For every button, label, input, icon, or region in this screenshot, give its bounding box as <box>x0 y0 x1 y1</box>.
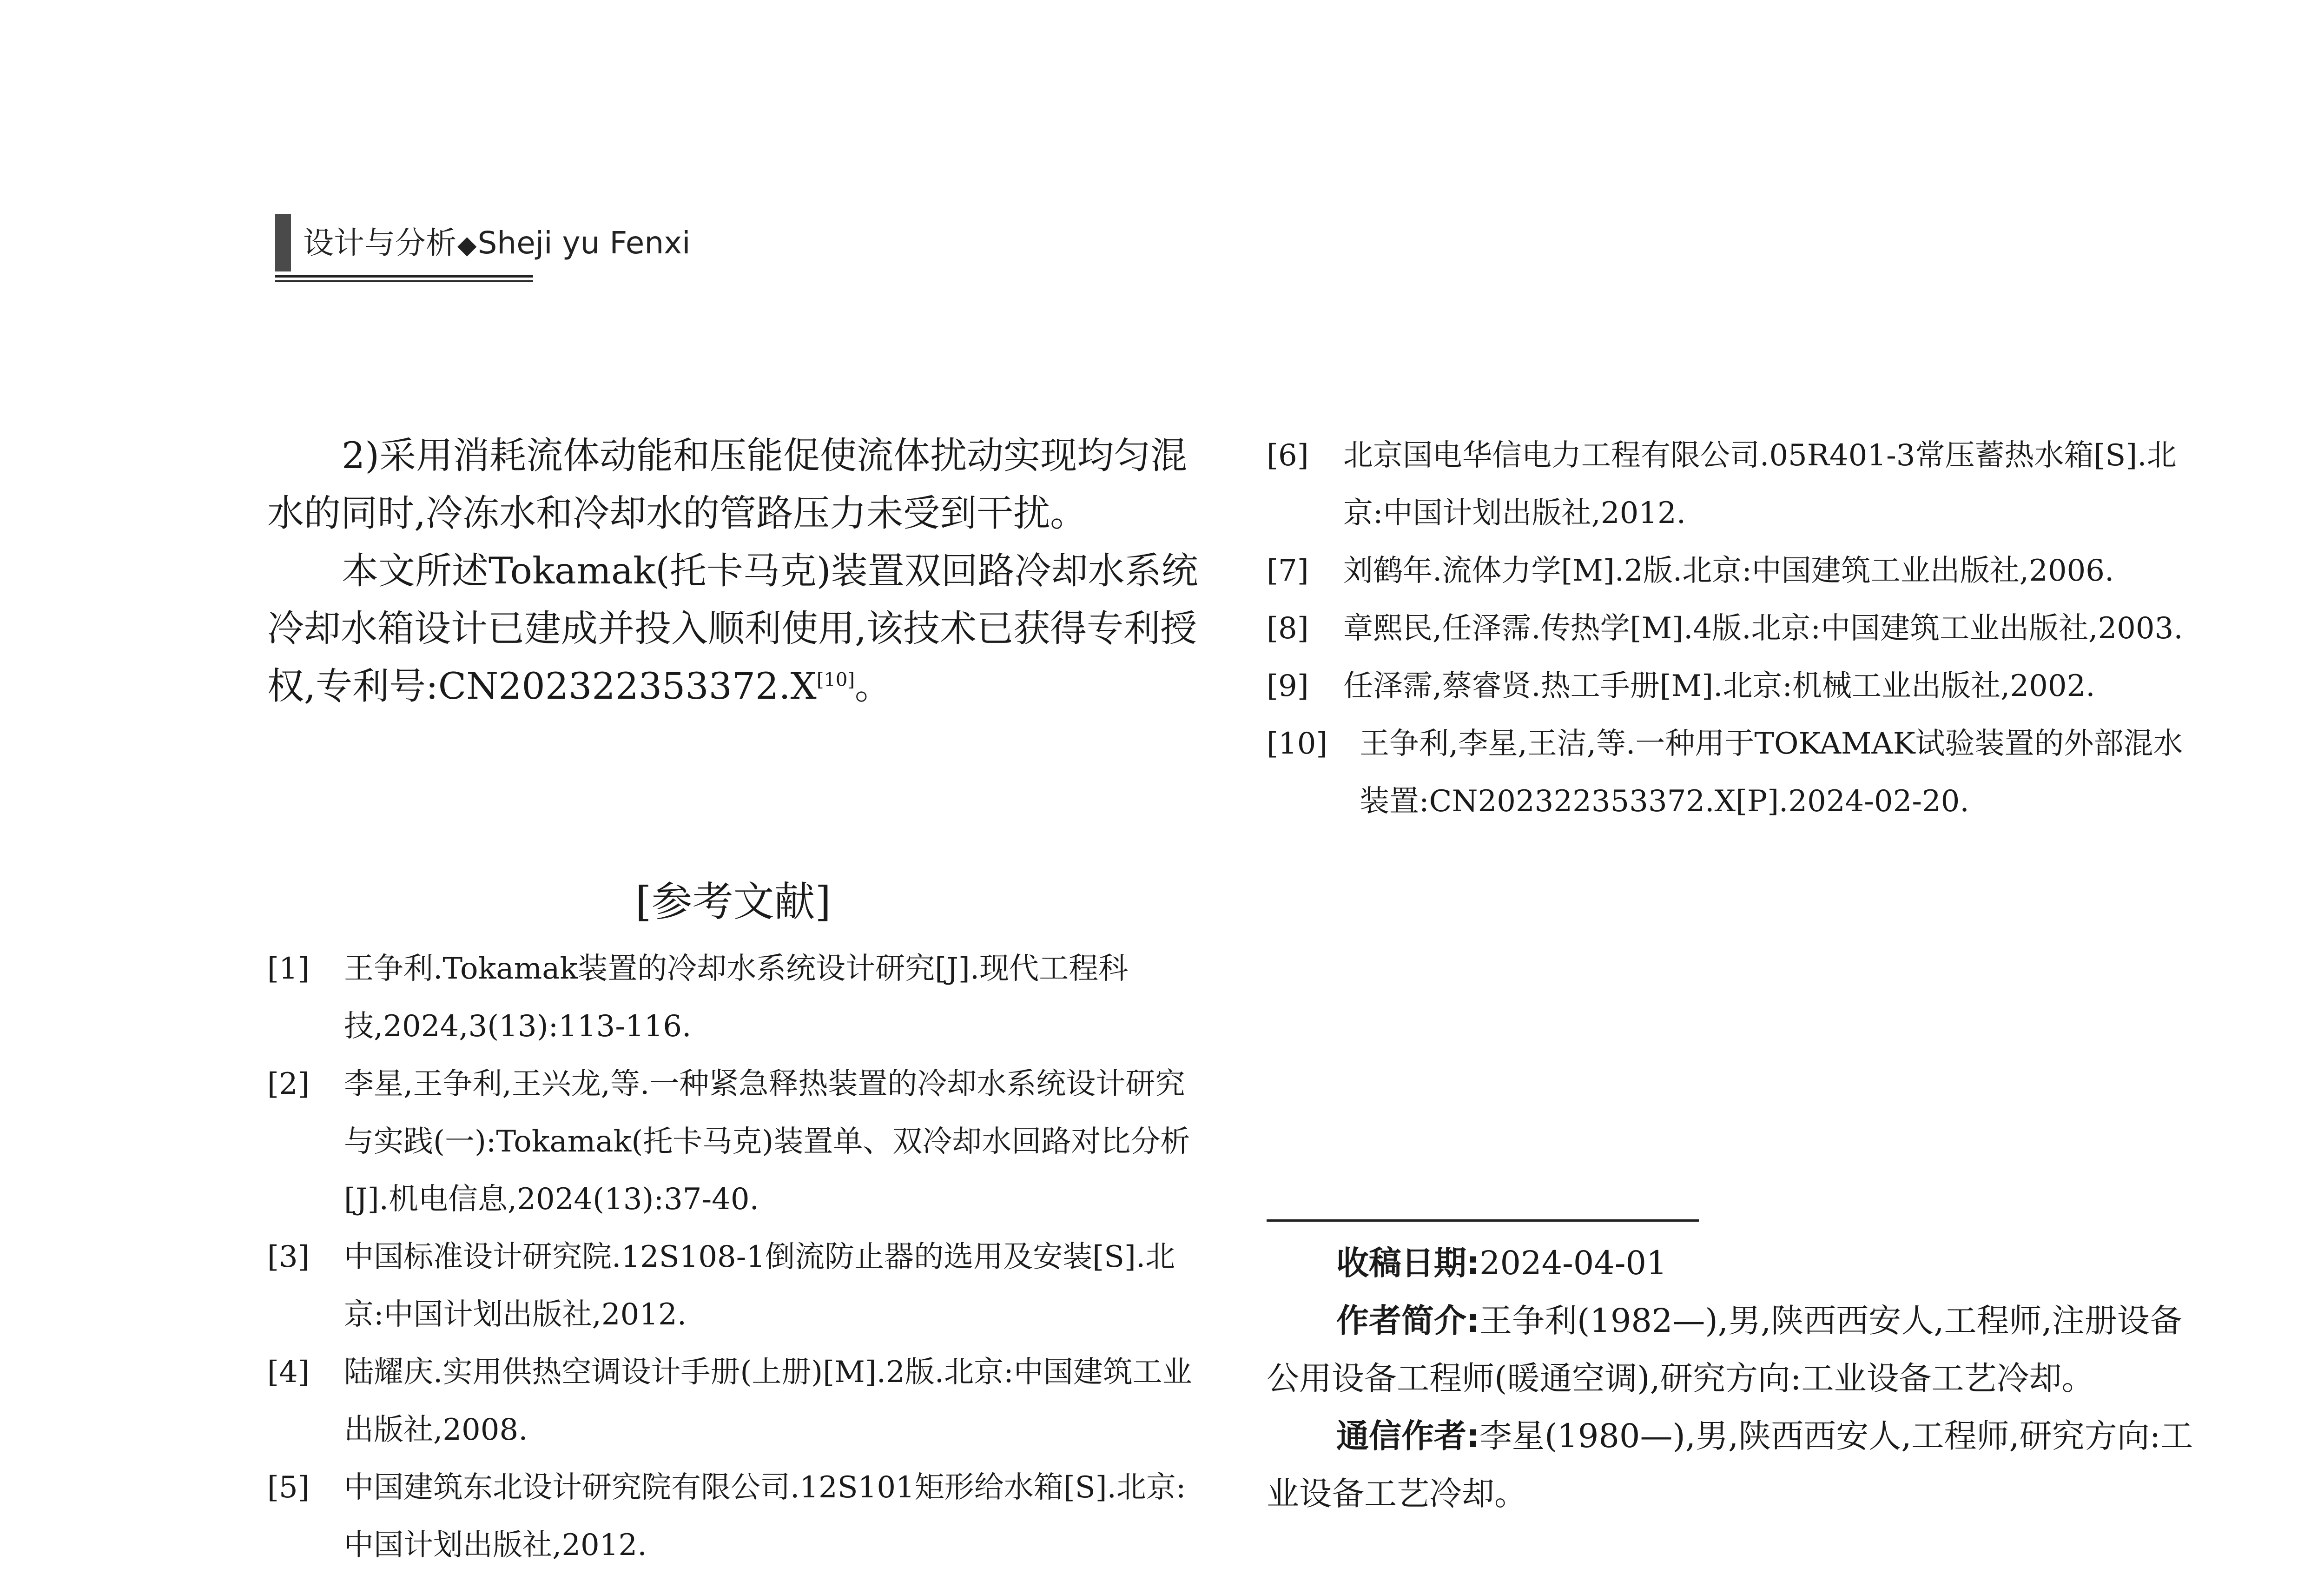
section-header <box>275 214 691 284</box>
reference-text: 北京国电华信电力工程有限公司.05R401-3常压蓄热水箱[S].北京:中国计划出版社,2012. <box>1343 438 2177 530</box>
header-bar <box>275 214 291 271</box>
corresponding-author-label: 通信作者: <box>1336 1417 1479 1455</box>
reference-number: [10] <box>1267 727 1328 761</box>
body-paragraph: 2)采用消耗流体动能和压能促使流体扰动实现均匀混水的同时,冷冻水和冷却水的管路压力未受到干扰。 <box>267 434 1188 535</box>
reference-item <box>267 1228 1199 1343</box>
section-title-cn: 设计与分析 <box>303 225 456 261</box>
section-title <box>303 222 691 266</box>
body-paragraph <box>267 542 1199 715</box>
reference-item <box>1267 600 2210 657</box>
body-paragraph-end: 。 <box>854 665 891 708</box>
reference-number: [3] <box>267 1240 310 1274</box>
reference-item <box>267 1343 1199 1459</box>
reference-number: [8] <box>1267 611 1309 646</box>
received-date <box>1267 1234 2210 1292</box>
header-rule-thin <box>275 280 533 282</box>
reference-number: [9] <box>1267 669 1309 703</box>
reference-item <box>1267 715 2210 830</box>
reference-item <box>1267 657 2210 715</box>
header-rule <box>275 275 533 278</box>
reference-item <box>1267 427 2210 542</box>
received-date-label: 收稿日期: <box>1336 1244 1479 1282</box>
corresponding-author-value: 李星(1980—),男,陕西西安人,工程师,研究方向:工业设备工艺冷却。 <box>1267 1417 2193 1513</box>
footnote-divider <box>1267 1219 1699 1222</box>
reference-number: [4] <box>267 1355 310 1390</box>
reference-number: [2] <box>267 1067 310 1101</box>
corresponding-author <box>1267 1407 2210 1522</box>
reference-number: [6] <box>1267 438 1309 473</box>
author-bio-value: 王争利(1982—),男,陕西西安人,工程师,注册设备公用设备工程师(暖通空调),研究方向:工业设备工艺冷却。 <box>1267 1302 2182 1397</box>
body-paragraph-text: 本文所述Tokamak(托卡马克)装置双回路冷却水系统冷却水箱设计已建成并投入顺利使用,该技术已获得专利授权,专利号:CN202322353372.X <box>267 549 1198 708</box>
footnotes <box>1267 1234 2210 1522</box>
reference-number: [1] <box>267 952 310 986</box>
author-bio-label: 作者简介: <box>1336 1302 1479 1340</box>
reference-text: 陆耀庆.实用供热空调设计手册(上册)[M].2版.北京:中国建筑工业出版社,2008. <box>344 1355 1192 1447</box>
reference-text: 章熙民,任泽霈.传热学[M].4版.北京:中国建筑工业出版社,2003. <box>1343 611 2183 646</box>
reference-number: [5] <box>267 1470 310 1505</box>
reference-text: 李星,王争利,王兴龙,等.一种紧急释热装置的冷却水系统设计研究与实践(一):Tokamak(托卡马克)装置单、双冷却水回路对比分析[J].机电信息,2024(13):37-40. <box>344 1067 1190 1217</box>
reference-text: 王争利,李星,王洁,等.一种用于TOKAMAK试验装置的外部混水装置:CN202322353372.X[P].2024-02-20. <box>1360 727 2183 819</box>
author-bio <box>1267 1292 2210 1407</box>
reference-number: [7] <box>1267 554 1309 588</box>
reference-list-left <box>267 940 1199 1574</box>
reference-item <box>267 1459 1199 1574</box>
references-heading: [参考文献] <box>635 878 831 926</box>
body-text <box>267 427 1199 715</box>
section-title-en: Sheji yu Fenxi <box>477 225 691 261</box>
received-date-value: 2024-04-01 <box>1479 1244 1667 1282</box>
reference-text: 任泽霈,蔡睿贤.热工手册[M].北京:机械工业出版社,2002. <box>1343 669 2095 703</box>
reference-text: 刘鹤年.流体力学[M].2版.北京:中国建筑工业出版社,2006. <box>1343 554 2114 588</box>
diamond-icon: ◆ <box>457 230 477 259</box>
citation-marker: [10] <box>816 669 855 691</box>
reference-list-right <box>1267 427 2210 830</box>
reference-text: 王争利.Tokamak装置的冷却水系统设计研究[J].现代工程科技,2024,3(13):113-116. <box>344 952 1129 1044</box>
reference-item <box>267 1055 1199 1228</box>
reference-item <box>267 940 1199 1055</box>
reference-text: 中国标准设计研究院.12S108-1倒流防止器的选用及安装[S].北京:中国计划出版社,2012. <box>344 1240 1175 1332</box>
reference-item <box>1267 542 2210 600</box>
reference-text: 中国建筑东北设计研究院有限公司.12S101矩形给水箱[S].北京:中国计划出版社,2012. <box>344 1470 1186 1562</box>
